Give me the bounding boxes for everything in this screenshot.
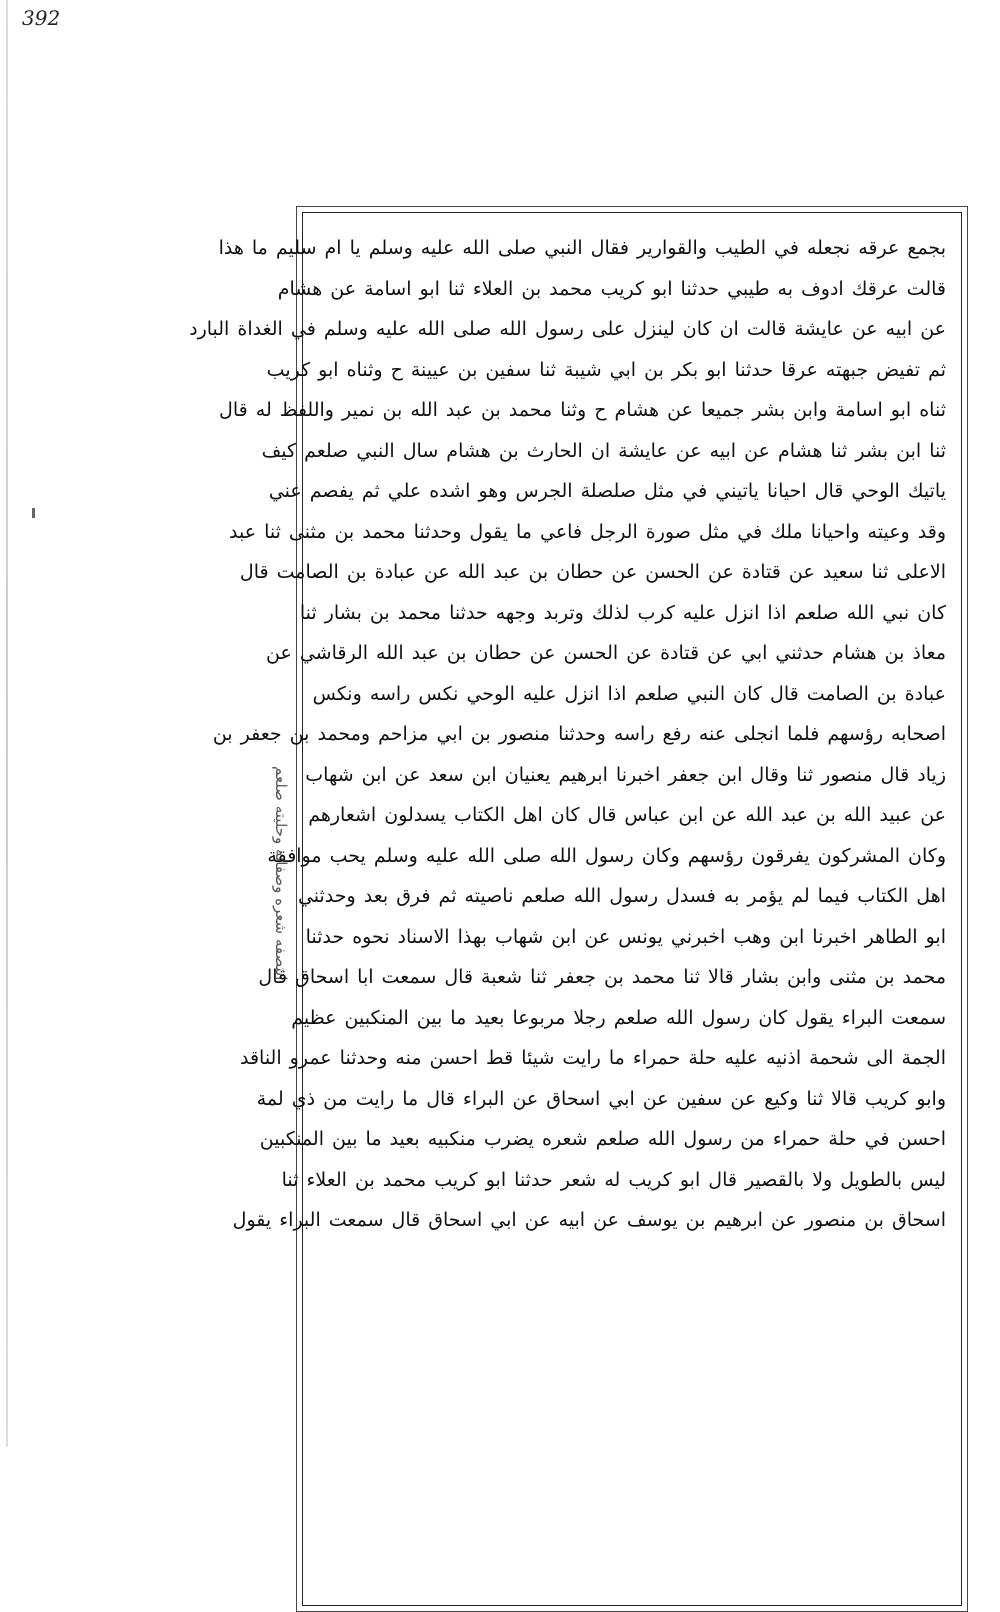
manuscript-line: زياد قال منصور ثنا وقال ابن جعفر اخبرنا ابرهيم يعنيان ابن سعد عن ابن شهاب [305, 763, 946, 786]
manuscript-line: ثناه ابو اسامة وابن بشر جميعا عن هشام ح وثنا محمد بن عبد الله بن نمير واللفظ له قال [219, 399, 946, 421]
manuscript-line: عن عبيد الله بن عبد الله عن ابن عباس قال كان اهل الكتاب يسدلون اشعارهم [308, 804, 946, 826]
manuscript-line: قالت عرقك ادوف به طيبي حدثنا ابو كريب محمد بن العلاء ثنا ابو اسامة عن هشام [277, 277, 946, 300]
manuscript-line: ابو الطاهر اخبرنا ابن وهب اخبرني يونس عن ابن شهاب بهذا الاسناد نحوه حدثنا [305, 925, 946, 948]
manuscript-line: اهل الكتاب فيما لم يؤمر به فسدل رسول الله صلعم ناصيته ثم فرق بعد وحدثني [297, 885, 946, 907]
manuscript-line: محمد بن مثنى وابن بشار قالا ثنا محمد بن جعفر ثنا شعبة قال سمعت ابا اسحاق قال [258, 966, 946, 988]
manuscript-line: اصحابه رؤسهم فلما انجلى عنه رفع راسه وحدثنا منصور بن ابي مزاحم ومحمد بن جعفر بن [212, 723, 946, 745]
manuscript-line: وابو كريب قالا ثنا وكيع عن سفين عن ابي اسحاق عن البراء قال ما رايت من ذي لمة [256, 1087, 946, 1110]
manuscript-line: عبادة بن الصامت قال كان النبي صلعم اذا انزل عليه الوحي نكس راسه ونكس [312, 682, 946, 705]
manuscript-line: وكان المشركون يفرقون رؤسهم وكان رسول الله صلى الله عليه وسلم يحب موافقة [267, 844, 946, 867]
manuscript-line: الاعلى ثنا سعيد عن قتادة عن الحسن عن حطان بن عبد الله عن عبادة بن الصامت قال [239, 561, 946, 583]
manuscript-line: بجمع عرقه نجعله في الطيب والقوارير فقال النبي صلى الله عليه وسلم يا ام سليم ما هذا [218, 237, 946, 259]
manuscript-line: سمعت البراء يقول كان رسول الله صلعم رجلا مربوعا بعيد ما بين المنكبين عظيم [291, 1006, 946, 1029]
manuscript-line: ليس بالطويل ولا بالقصير قال ابو كريب له شعر حدثنا ابو كريب محمد بن العلاء ثنا [281, 1168, 946, 1191]
manuscript-line: الجمة الى شحمة اذنيه عليه حلة حمراء ما رايت شيئا قط احسن منه وحدثنا عمرو الناقد [239, 1047, 946, 1069]
manuscript-line: اسحاق بن منصور عن ابرهيم بن يوسف عن ابيه عن ابي اسحاق قال سمعت البراء يقول [232, 1209, 946, 1231]
margin-note: ابتصفه شعره وصفاته وحليته صلعم [272, 765, 290, 980]
manuscript-line: احسن في حلة حمراء من رسول الله صلعم شعره يضرب منكبيه بعيد ما بين المنكبين [259, 1128, 946, 1150]
manuscript-line: معاذ بن هشام حدثني ابي عن قتادة عن الحسن عن حطان بن عبد الله الرقاشي عن [266, 642, 946, 664]
manuscript-line: عن ابيه عن عايشة قالت ان كان لينزل على رسول الله صلى الله عليه وسلم في الغداة البارد [189, 318, 946, 340]
page-number: 392 [22, 6, 61, 30]
manuscript-line: ثنا ابن بشر ثنا هشام عن ابيه عن عايشة ان الحارث بن هشام سال النبي صلعم كيف [261, 439, 946, 462]
page-fold-line [6, 0, 8, 1447]
manuscript-line: ثم تفيض جبهته عرقا حدثنا ابو بكر بن ابي شيبة ثنا سفين بن عيينة ح وثناه ابو كريب [266, 358, 946, 381]
manuscript-line: ياتيك الوحي قال احيانا ياتيني في مثل صلصلة الجرس وهو اشده علي ثم يفصم عني [268, 480, 946, 502]
manuscript-line: وقد وعيته واحيانا ملك في مثل صورة الرجل فاعي ما يقول وحدثنا محمد بن مثنى ثنا عبد [228, 520, 946, 543]
margin-ink-mark [32, 508, 35, 518]
manuscript-line: كان نبي الله صلعم اذا انزل عليه كرب لذلك وتربد وجهه حدثنا محمد بن بشار ثنا [299, 601, 946, 624]
